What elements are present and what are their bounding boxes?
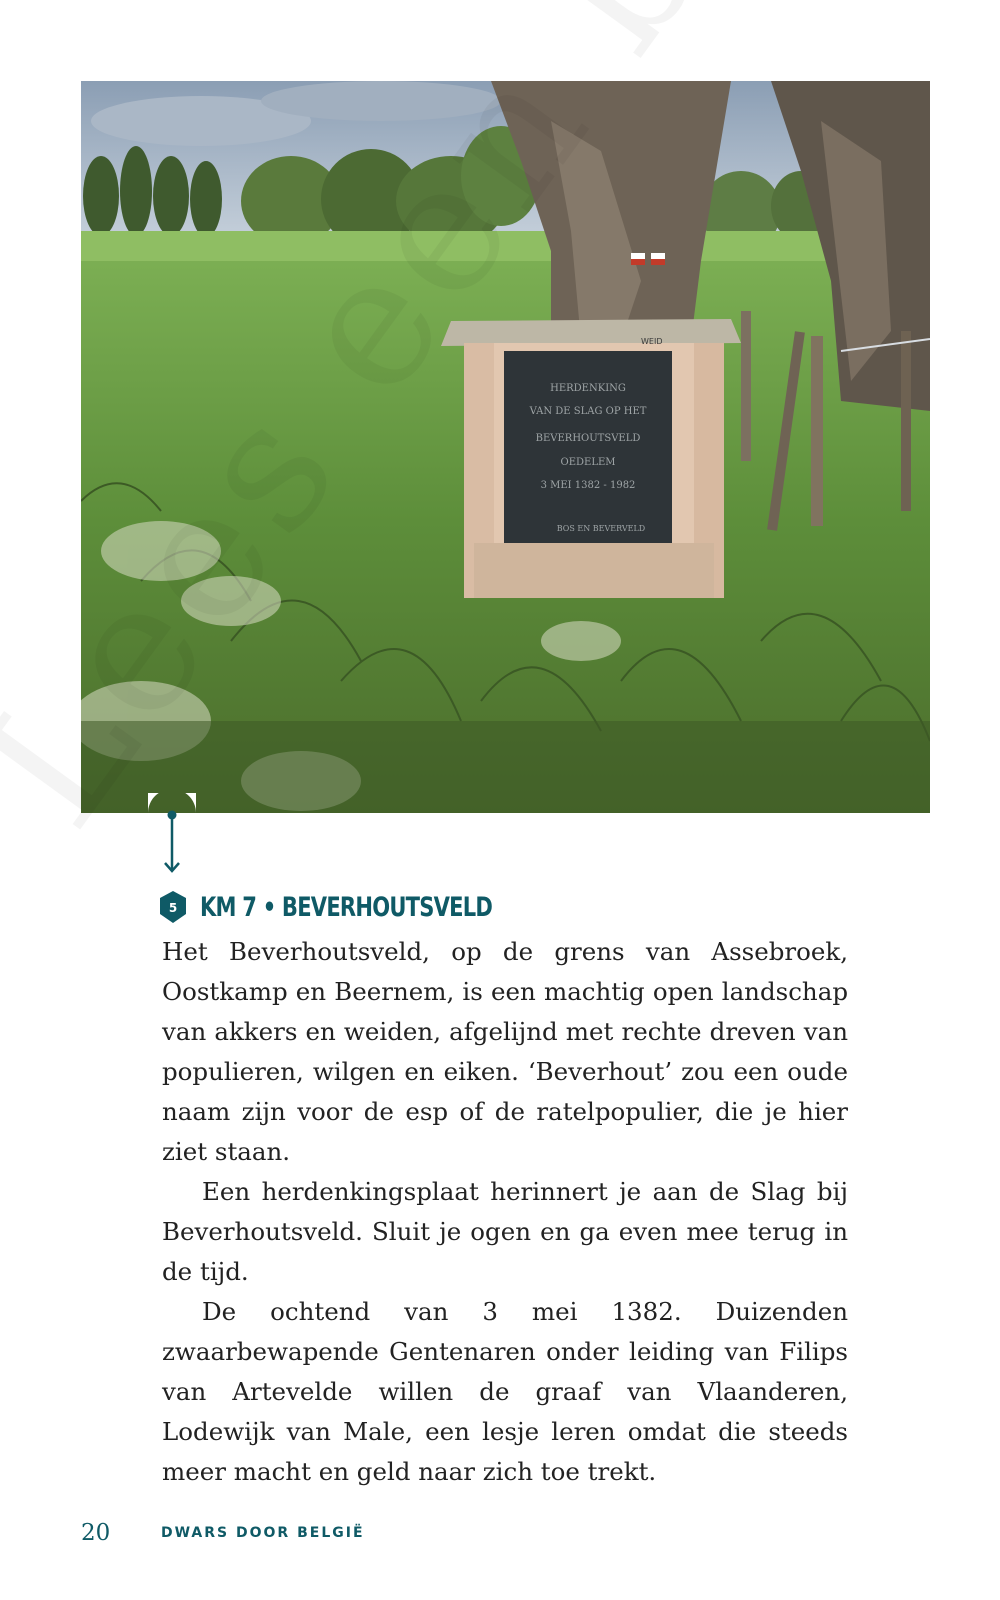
- section-heading: [158, 890, 574, 924]
- paragraph-1: Het Beverhoutsveld, op de grens van Assebroek, Oostkamp en Beernem, is een machtig open landschap van akkers en weiden, afgelijnd met rechte dreven van populieren, wilgen en eiken. ‘Beverhout’ zou een oude naam zijn voor de esp of de ratelpopulier, die je hier ziet staan.: [162, 937, 848, 1166]
- book-title: DWARS DOOR BELGIË: [161, 1525, 365, 1541]
- plaque-line-1: HERDENKING: [550, 383, 626, 394]
- plaque-footer: BOS EN BEVERVELD: [556, 524, 646, 533]
- body-text: [162, 932, 848, 1492]
- page-number: 20: [81, 1520, 111, 1546]
- plaque-line-4: OEDELEM: [560, 457, 616, 468]
- paragraph-2: Een herdenkingsplaat herinnert je aan de Slag bij Beverhoutsveld. Sluit je ogen en ga even mee terug in de tijd.: [162, 1177, 848, 1286]
- plaque-line-2: VAN DE SLAG OP HET: [529, 406, 647, 417]
- plaque-line-5: 3 MEI 1382 - 1982: [540, 480, 636, 491]
- stone-top-text: WEID: [641, 337, 663, 346]
- location-badge-icon: [158, 890, 188, 924]
- badge-number: 5: [168, 901, 178, 915]
- page-footer: [81, 1518, 781, 1548]
- section-title: KM 7 • BEVERHOUTSVELD: [200, 891, 493, 923]
- memorial-photo: [81, 81, 930, 813]
- route-connector-icon: [148, 793, 196, 883]
- paragraph-3: De ochtend van 3 mei 1382. Duizenden zwaarbewapende Gentenaren onder leiding van Filips van Artevelde willen de graaf van Vlaanderen, Lodewijk van Male, een lesje leren omdat die steeds meer macht en geld naar zich toe trekt.: [162, 1297, 848, 1486]
- plaque-line-3: BEVERHOUTSVELD: [535, 433, 641, 444]
